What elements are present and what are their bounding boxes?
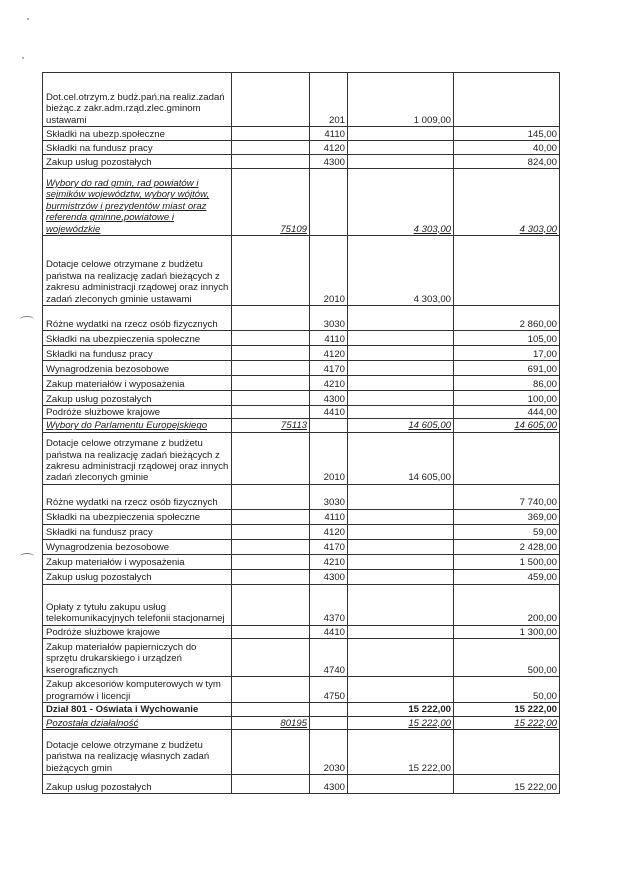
row-description: Opłaty z tytułu zakupu usług telekomunikacyjnych telefonii stacjonarnej xyxy=(43,584,232,625)
table-row xyxy=(43,141,560,155)
row-section-code xyxy=(232,376,310,391)
row-section-code xyxy=(232,539,310,554)
row-description: Zakup usług pozostałych xyxy=(43,775,232,794)
margin-mark xyxy=(20,553,34,560)
table-row xyxy=(43,716,560,729)
table-row xyxy=(43,169,560,236)
table-row xyxy=(43,306,560,331)
row-plan-amount xyxy=(348,127,454,141)
table-row xyxy=(43,569,560,584)
row-plan-amount: 4 303,00 xyxy=(348,169,454,236)
row-description: Wynagrodzenia bezosobowe xyxy=(43,539,232,554)
table-row xyxy=(43,73,560,127)
table-row xyxy=(43,391,560,406)
row-plan-amount xyxy=(348,775,454,794)
row-description: Różne wydatki na rzecz osób fizycznych xyxy=(43,484,232,509)
row-plan-amount xyxy=(348,141,454,155)
row-plan-amount: 15 222,00 xyxy=(348,716,454,729)
row-paragraph-code: 4740 xyxy=(310,639,348,677)
row-expense-amount: 15 222,00 xyxy=(454,716,560,729)
row-section-code xyxy=(232,509,310,524)
row-section-code xyxy=(232,127,310,141)
row-section-code xyxy=(232,432,310,484)
row-description: Wybory do rad gmin, rad powiatów i sejmików województw, wybory wójtów, burmistrzów i prezydentów miast oraz referenda gminne,powiatowe i wojewódzkie xyxy=(43,169,232,236)
row-section-code xyxy=(232,73,310,127)
row-section-code xyxy=(232,625,310,638)
row-description: Podróże służbowe krajowe xyxy=(43,625,232,638)
table-row xyxy=(43,625,560,638)
row-expense-amount: 2 428,00 xyxy=(454,539,560,554)
row-description: Wynagrodzenia bezosobowe xyxy=(43,361,232,376)
row-description: Różne wydatki na rzecz osób fizycznych xyxy=(43,306,232,331)
row-expense-amount: 86,00 xyxy=(454,376,560,391)
row-description: Składki na fundusz pracy xyxy=(43,524,232,539)
row-expense-amount: 40,00 xyxy=(454,141,560,155)
row-plan-amount xyxy=(348,361,454,376)
table-row xyxy=(43,432,560,484)
row-description: Dotacje celowe otrzymane z budżetu państwa na realizację zadań bieżących z zakresu administracji rządowej oraz innych zadań zleconych gminie xyxy=(43,432,232,484)
row-plan-amount xyxy=(348,391,454,406)
row-expense-amount: 369,00 xyxy=(454,509,560,524)
row-section-code: 75113 xyxy=(232,419,310,432)
table-row xyxy=(43,376,560,391)
table-row xyxy=(43,639,560,677)
row-paragraph-code xyxy=(310,419,348,432)
row-paragraph-code: 2010 xyxy=(310,236,348,306)
row-section-code xyxy=(232,331,310,346)
row-plan-amount xyxy=(348,677,454,703)
row-expense-amount xyxy=(454,236,560,306)
row-expense-amount: 1 500,00 xyxy=(454,554,560,569)
row-plan-amount: 1 009,00 xyxy=(348,73,454,127)
row-section-code: 80195 xyxy=(232,716,310,729)
row-expense-amount: 200,00 xyxy=(454,584,560,625)
budget-table xyxy=(42,72,560,794)
table-row xyxy=(43,484,560,509)
row-description: Dotacje celowe otrzymane z budżetu państwa na realizację zadań bieżących z zakresu administracji rządowej oraz innych zadań zleconych gminie ustawami xyxy=(43,236,232,306)
row-expense-amount: 15 222,00 xyxy=(454,703,560,716)
row-description: Zakup usług pozostałych xyxy=(43,569,232,584)
row-plan-amount xyxy=(348,625,454,638)
margin-mark xyxy=(20,316,34,323)
row-description: Składki na ubezp.społeczne xyxy=(43,127,232,141)
row-expense-amount: 50,00 xyxy=(454,677,560,703)
row-plan-amount xyxy=(348,331,454,346)
row-plan-amount xyxy=(348,346,454,361)
table-row xyxy=(43,554,560,569)
row-paragraph-code: 4110 xyxy=(310,331,348,346)
table-row xyxy=(43,509,560,524)
row-plan-amount xyxy=(348,639,454,677)
table-row xyxy=(43,406,560,419)
table-row xyxy=(43,331,560,346)
row-section-code: 75109 xyxy=(232,169,310,236)
row-expense-amount: 100,00 xyxy=(454,391,560,406)
row-expense-amount: 4 303,00 xyxy=(454,169,560,236)
row-expense-amount: 691,00 xyxy=(454,361,560,376)
row-expense-amount: 459,00 xyxy=(454,569,560,584)
row-plan-amount xyxy=(348,484,454,509)
row-section-code xyxy=(232,639,310,677)
row-plan-amount xyxy=(348,539,454,554)
row-section-code xyxy=(232,236,310,306)
row-paragraph-code: 4370 xyxy=(310,584,348,625)
row-description: Zakup materiałów i wyposażenia xyxy=(43,554,232,569)
row-description: Zakup materiałów i wyposażenia xyxy=(43,376,232,391)
row-plan-amount xyxy=(348,155,454,169)
row-paragraph-code: 2010 xyxy=(310,432,348,484)
row-paragraph-code: 201 xyxy=(310,73,348,127)
table-row xyxy=(43,361,560,376)
table-row xyxy=(43,539,560,554)
row-plan-amount: 14 605,00 xyxy=(348,432,454,484)
row-plan-amount: 15 222,00 xyxy=(348,730,454,775)
row-description: Dot.cel.otrzym.z budż.pań.na realiz.zadań bieżąc.z zakr.adm.rząd.zlec.gminom ustawami xyxy=(43,73,232,127)
row-paragraph-code: 4410 xyxy=(310,406,348,419)
row-paragraph-code xyxy=(310,716,348,729)
row-plan-amount xyxy=(348,584,454,625)
row-section-code xyxy=(232,306,310,331)
row-section-code xyxy=(232,361,310,376)
row-paragraph-code: 4300 xyxy=(310,155,348,169)
row-expense-amount: 15 222,00 xyxy=(454,775,560,794)
row-description: Składki na fundusz pracy xyxy=(43,141,232,155)
row-plan-amount: 14 605,00 xyxy=(348,419,454,432)
row-expense-amount: 2 860,00 xyxy=(454,306,560,331)
row-paragraph-code: 3030 xyxy=(310,484,348,509)
row-section-code xyxy=(232,141,310,155)
row-paragraph-code: 3030 xyxy=(310,306,348,331)
table-row xyxy=(43,155,560,169)
row-paragraph-code: 2030 xyxy=(310,730,348,775)
row-expense-amount xyxy=(454,432,560,484)
row-section-code xyxy=(232,391,310,406)
budget-table-body xyxy=(43,73,560,794)
row-paragraph-code xyxy=(310,703,348,716)
row-section-code xyxy=(232,554,310,569)
table-row xyxy=(43,346,560,361)
row-description: Zakup usług pozostałych xyxy=(43,391,232,406)
row-plan-amount xyxy=(348,569,454,584)
row-section-code xyxy=(232,569,310,584)
row-section-code xyxy=(232,775,310,794)
table-row xyxy=(43,703,560,716)
row-expense-amount: 145,00 xyxy=(454,127,560,141)
row-paragraph-code: 4750 xyxy=(310,677,348,703)
row-description: Dotacje celowe otrzymane z budżetu państwa na realizację własnych zadań bieżących gmin xyxy=(43,730,232,775)
scan-speck xyxy=(22,57,24,59)
row-expense-amount: 14 605,00 xyxy=(454,419,560,432)
table-row xyxy=(43,584,560,625)
row-paragraph-code: 4120 xyxy=(310,524,348,539)
row-expense-amount: 500,00 xyxy=(454,639,560,677)
row-description: Pozostała działalność xyxy=(43,716,232,729)
row-description: Składki na ubezpieczenia społeczne xyxy=(43,331,232,346)
row-expense-amount: 17,00 xyxy=(454,346,560,361)
row-plan-amount xyxy=(348,376,454,391)
row-paragraph-code: 4410 xyxy=(310,625,348,638)
row-expense-amount xyxy=(454,730,560,775)
table-row xyxy=(43,524,560,539)
row-expense-amount xyxy=(454,73,560,127)
row-paragraph-code: 4120 xyxy=(310,346,348,361)
row-paragraph-code: 4210 xyxy=(310,376,348,391)
row-paragraph-code: 4120 xyxy=(310,141,348,155)
row-plan-amount: 15 222,00 xyxy=(348,703,454,716)
table-row xyxy=(43,730,560,775)
row-description: Podróże służbowe krajowe xyxy=(43,406,232,419)
table-row xyxy=(43,236,560,306)
scan-speck xyxy=(27,18,29,20)
row-plan-amount xyxy=(348,509,454,524)
row-description: Zakup materiałów papierniczych do sprzętu drukarskiego i urządzeń kserograficznych xyxy=(43,639,232,677)
row-section-code xyxy=(232,584,310,625)
row-expense-amount: 1 300,00 xyxy=(454,625,560,638)
table-row xyxy=(43,127,560,141)
row-description: Składki na fundusz pracy xyxy=(43,346,232,361)
table-row xyxy=(43,419,560,432)
row-description: Zakup usług pozostałych xyxy=(43,155,232,169)
row-plan-amount xyxy=(348,524,454,539)
row-expense-amount: 59,00 xyxy=(454,524,560,539)
row-paragraph-code: 4300 xyxy=(310,775,348,794)
row-paragraph-code: 4210 xyxy=(310,554,348,569)
row-section-code xyxy=(232,346,310,361)
row-paragraph-code: 4170 xyxy=(310,539,348,554)
row-plan-amount xyxy=(348,306,454,331)
row-paragraph-code: 4110 xyxy=(310,127,348,141)
table-row xyxy=(43,677,560,703)
row-expense-amount: 444,00 xyxy=(454,406,560,419)
row-paragraph-code: 4300 xyxy=(310,569,348,584)
row-plan-amount xyxy=(348,406,454,419)
row-plan-amount: 4 303,00 xyxy=(348,236,454,306)
row-section-code xyxy=(232,730,310,775)
row-section-code xyxy=(232,524,310,539)
row-paragraph-code: 4110 xyxy=(310,509,348,524)
row-section-code xyxy=(232,484,310,509)
row-plan-amount xyxy=(348,554,454,569)
row-section-code xyxy=(232,703,310,716)
row-expense-amount: 105,00 xyxy=(454,331,560,346)
row-paragraph-code xyxy=(310,169,348,236)
row-paragraph-code: 4300 xyxy=(310,391,348,406)
table-row xyxy=(43,775,560,794)
row-description: Zakup akcesoriów komputerowych w tym programów i licencji xyxy=(43,677,232,703)
row-section-code xyxy=(232,155,310,169)
row-description: Składki na ubezpieczenia społeczne xyxy=(43,509,232,524)
row-description: Wybory do Parlamentu Europejskiego xyxy=(43,419,232,432)
row-section-code xyxy=(232,677,310,703)
row-description: Dział 801 - Oświata i Wychowanie xyxy=(43,703,232,716)
row-expense-amount: 824,00 xyxy=(454,155,560,169)
row-section-code xyxy=(232,406,310,419)
row-expense-amount: 7 740,00 xyxy=(454,484,560,509)
row-paragraph-code: 4170 xyxy=(310,361,348,376)
